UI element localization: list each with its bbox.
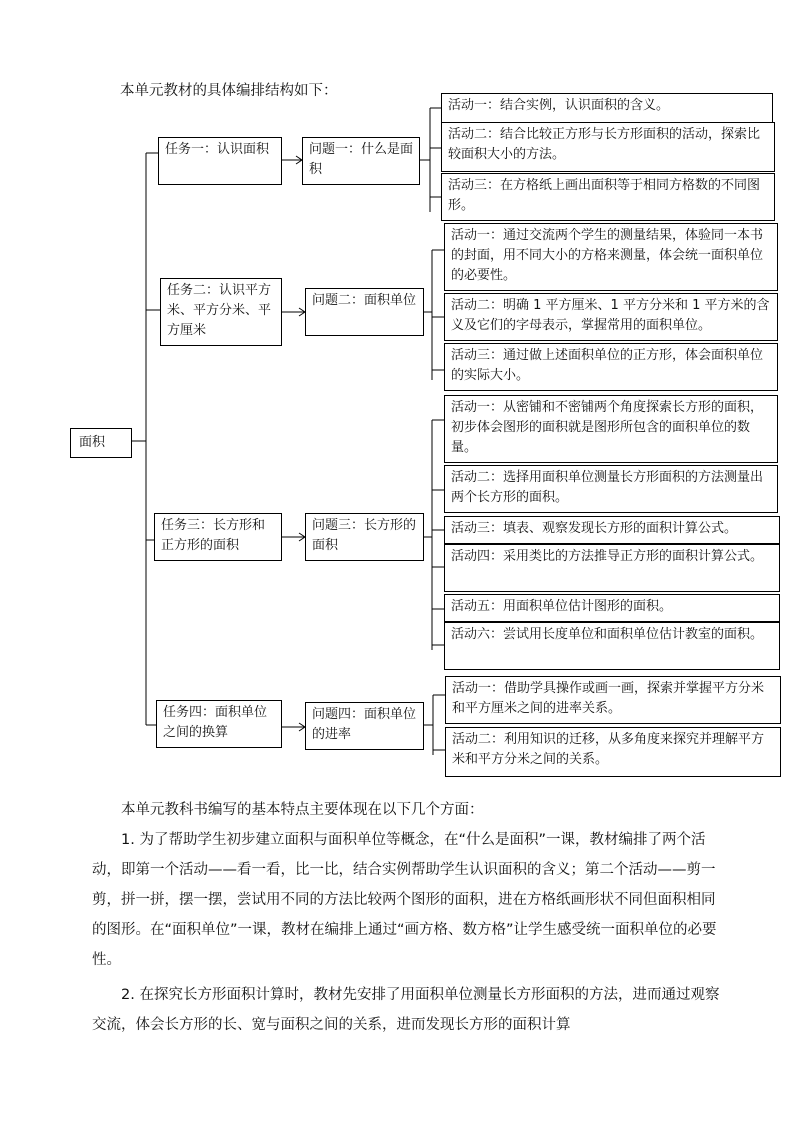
activity-1-2: 活动二：结合比较正方形与长方形面积的活动，探索比较面积大小的方法。 <box>441 122 775 172</box>
activity-4-1: 活动一：借助学具操作或画一画，探索并掌握平方分米和平方厘米之间的进率关系。 <box>445 676 781 724</box>
question-1: 问题一：什么是面积 <box>302 137 420 185</box>
activity-3-2: 活动二：选择用面积单位测量长方形面积的方法测量出两个长方形的面积。 <box>444 465 778 513</box>
task-4: 任务四：面积单位之间的换算 <box>156 700 282 748</box>
activity-3-4: 活动四：采用类比的方法推导正方形的面积计算公式。 <box>444 544 780 592</box>
question-3: 问题三：长方形的面积 <box>305 513 424 561</box>
paragraph-1: 1. 为了帮助学生初步建立面积与面积单位等概念，在“什么是面积”一课，教材编排了两个活动，即第一个活动——看一看，比一比，结合实例帮助学生认识面积的含义；第二个活动——剪一剪，拼一拼，摆一摆，尝试用不同的方法比较两个图形的面积，进在方格纸画形状不同但面积相同的图形。在“面积单位”一课，教材在编排上通过“画方格、数方格”让学生感受统一面积单位的必要性。 <box>92 832 717 968</box>
question-2: 问题二：面积单位 <box>305 288 424 336</box>
root-node: 面积 <box>70 428 132 458</box>
activity-3-6: 活动六：尝试用长度单位和面积单位估计教室的面积。 <box>444 622 780 670</box>
task-2: 任务二：认识平方米、平方分米、平方厘米 <box>160 278 282 346</box>
activity-3-5: 活动五：用面积单位估计图形的面积。 <box>444 594 780 622</box>
task-1: 任务一：认识面积 <box>158 137 282 185</box>
paragraph-intro: 本单元教科书编写的基本特点主要体现在以下几个方面： <box>121 802 484 818</box>
activity-2-3: 活动三：通过做上述面积单位的正方形，体会面积单位的实际大小。 <box>444 343 778 391</box>
activity-3-3: 活动三：填表、观察发现长方形的面积计算公式。 <box>444 516 780 544</box>
question-4: 问题四：面积单位的进率 <box>305 702 424 750</box>
activity-2-2: 活动二：明确 1 平方厘米、1 平方分米和 1 平方米的含义及它们的字母表示，掌握常用的面积单位。 <box>444 293 778 341</box>
activity-1-3: 活动三：在方格纸上画出面积等于相同方格数的不同图形。 <box>441 173 775 221</box>
task-3: 任务三：长方形和正方形的面积 <box>154 513 282 561</box>
activity-2-1: 活动一：通过交流两个学生的测量结果，体验同一本书的封面，用不同大小的方格来测量，体会统一面积单位的必要性。 <box>444 223 778 291</box>
intro-text: 本单元教材的具体编排结构如下： <box>120 83 338 99</box>
activity-3-1: 活动一：从密铺和不密铺两个角度探索长方形的面积，初步体会图形的面积就是图形所包含的面积单位的数量。 <box>444 395 778 463</box>
activity-4-2: 活动二：利用知识的迁移，从多角度来探究并理解平方米和平方分米之间的关系。 <box>445 727 781 777</box>
activity-1-1: 活动一：结合实例，认识面积的含义。 <box>441 93 773 123</box>
paragraph-2: 2. 在探究长方形面积计算时，教材先安排了用面积单位测量长方形面积的方法，进而通过观察交流，体会长方形的长、宽与面积之间的关系，进而发现长方形的面积计算 <box>92 987 720 1033</box>
